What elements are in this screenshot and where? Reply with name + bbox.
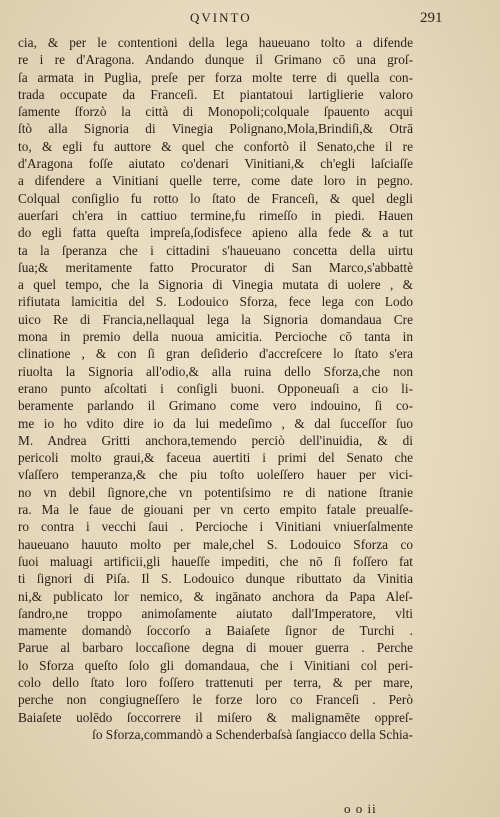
text-line: ta la ſperanza che i cittadini s'haueuano concetta della uirtu: [18, 242, 413, 258]
text-line: lo Sforza queſto ſolo gli domandaua, che i Vinitiani col peri-: [18, 657, 413, 673]
text-line: trada occupate da Franceſi. Et piantatoui lartiglierie valoro: [18, 86, 413, 102]
text-line: perche non congiugneſſero le forze loro co Franceſi . Però: [18, 692, 413, 708]
text-line: ſuoi maluagi artificii,gli haueſſe impediti, che nō ſi foſſero fat: [18, 553, 413, 569]
text-line: ſa armata in Puglia, preſe per forza molte terre di quella con-: [18, 69, 413, 85]
text-line: clinatione , & con ſi gran deſiderio d'accreſcere lo ſtato s'era: [18, 346, 413, 362]
text-line: ſandro,ne troppo animoſamente aiutato dall'Imperatore, vlti: [18, 605, 413, 621]
text-line: ſamente ſforzò la città di Monopoli;colquale ſpauento acqui: [18, 104, 413, 120]
text-line: a quel tempo, che la Signoria di Vinegia mutata di uolere , &: [18, 277, 413, 293]
text-line: rifiutata lamicitia del S. Lodouico Sforza, fece lega con Lodo: [18, 294, 413, 310]
signature-mark: o o ii: [344, 801, 377, 816]
running-head: [0, 10, 500, 30]
text-line: ſtò alla Signoria di Vinegia Polignano,Mola,Brindiſi,& Otrā: [18, 121, 413, 137]
text-line: mona in premio della nuoua amicitia. Percioche cō tanta in: [18, 329, 413, 345]
text-line: beramente parlando il Grimano come vero indouino, ſi co-: [18, 398, 413, 414]
text-line: M. Andrea Gritti anchora,temendo perciò dell'inuidia, & di: [18, 432, 413, 448]
text-line: ni,& publicato lor nemico, & ingānato anchora da Papa Aleſ-: [18, 588, 413, 604]
text-line: ti ſignori di Piſa. Il S. Lodouico dunque ributtato da Vinitia: [18, 571, 413, 587]
text-line: ro contra i vecchi ſaui . Percioche i Vinitiani vniuerſalmente: [18, 519, 413, 535]
text-line: riuolta la Signoria all'odio,& alla ruina dello Sforza,che non: [18, 363, 413, 379]
text-line: haueuano hauuto molto per male,chel S. Lodouico Sforza co: [18, 536, 413, 552]
text-line: mamente domandò ſoccorſo a Baiaſete ſignor de Turchi .: [18, 623, 413, 639]
text-line: ra. Ma le faue de giouani per vn certo empito fatale preualſe-: [18, 502, 413, 518]
body-text: [18, 34, 413, 743]
page-number: 291: [420, 10, 443, 26]
text-line: ſua;& meritamente fatto Procurator di San Marco,s'abbattè: [18, 259, 413, 275]
text-line: to, & egli fu auttore & quel che confortò il Senato,che il re: [18, 138, 413, 154]
text-line: ſo Sforza,commandò a Schenderbaſsà ſangiacco della Schia-: [92, 726, 413, 742]
text-line: pericoli molto graui,& faceua auertiti i primi del Senato che: [18, 450, 413, 466]
running-title: QVINTO: [190, 10, 252, 25]
text-line: uico Re di Francia,nellaqual lega la Signoria domandaua Cre: [18, 311, 413, 327]
text-line: re i re d'Aragona. Andando dunque il Grimano cō una groſ-: [18, 52, 413, 68]
text-line: do egli fatta queſta impreſa,ſodisfece apieno alla fede & a tut: [18, 225, 413, 241]
text-line: Baiaſete uolēdo ſoccorrere il miſero & malignamēte oppreſ-: [18, 709, 413, 725]
text-line: auerſari ch'era in cattiuo termine,fu rimeſſo in piedi. Hauen: [18, 207, 413, 223]
text-line: colo dello ſtato loro foſſero trattenuti per terra, & per mare,: [18, 674, 413, 690]
text-line: Colqual conſiglio fu rotto lo ſtato de Franceſi, & quel degli: [18, 190, 413, 206]
text-line: Parue al barbaro loccaſione degna di mouer guerra . Perche: [18, 640, 413, 656]
text-line: cia, & per le contentioni della lega haueuano tolto a difende: [18, 35, 413, 50]
text-line: no vn debil ſignore,che vn potentiſsimo re di natione ſtranie: [18, 484, 413, 500]
text-line: d'Aragona foſſe aiutato co'denari Vinitiani,& ch'egli laſciaſſe: [18, 156, 413, 172]
text-line: vſaſſero temperanza,& che piu toſto uoleſſero hauer per vici-: [18, 467, 413, 483]
text-line: a difendere a Vinitiani quelle terre, come date loro in pegno.: [18, 173, 413, 189]
text-line: me io ho vdito dire io da lui medeſimo , & dal ſucceſſor ſuo: [18, 415, 413, 431]
text-line: erano punto aſcoltati i conſigli buoni. Opponeuaſi a cio li-: [18, 380, 413, 396]
